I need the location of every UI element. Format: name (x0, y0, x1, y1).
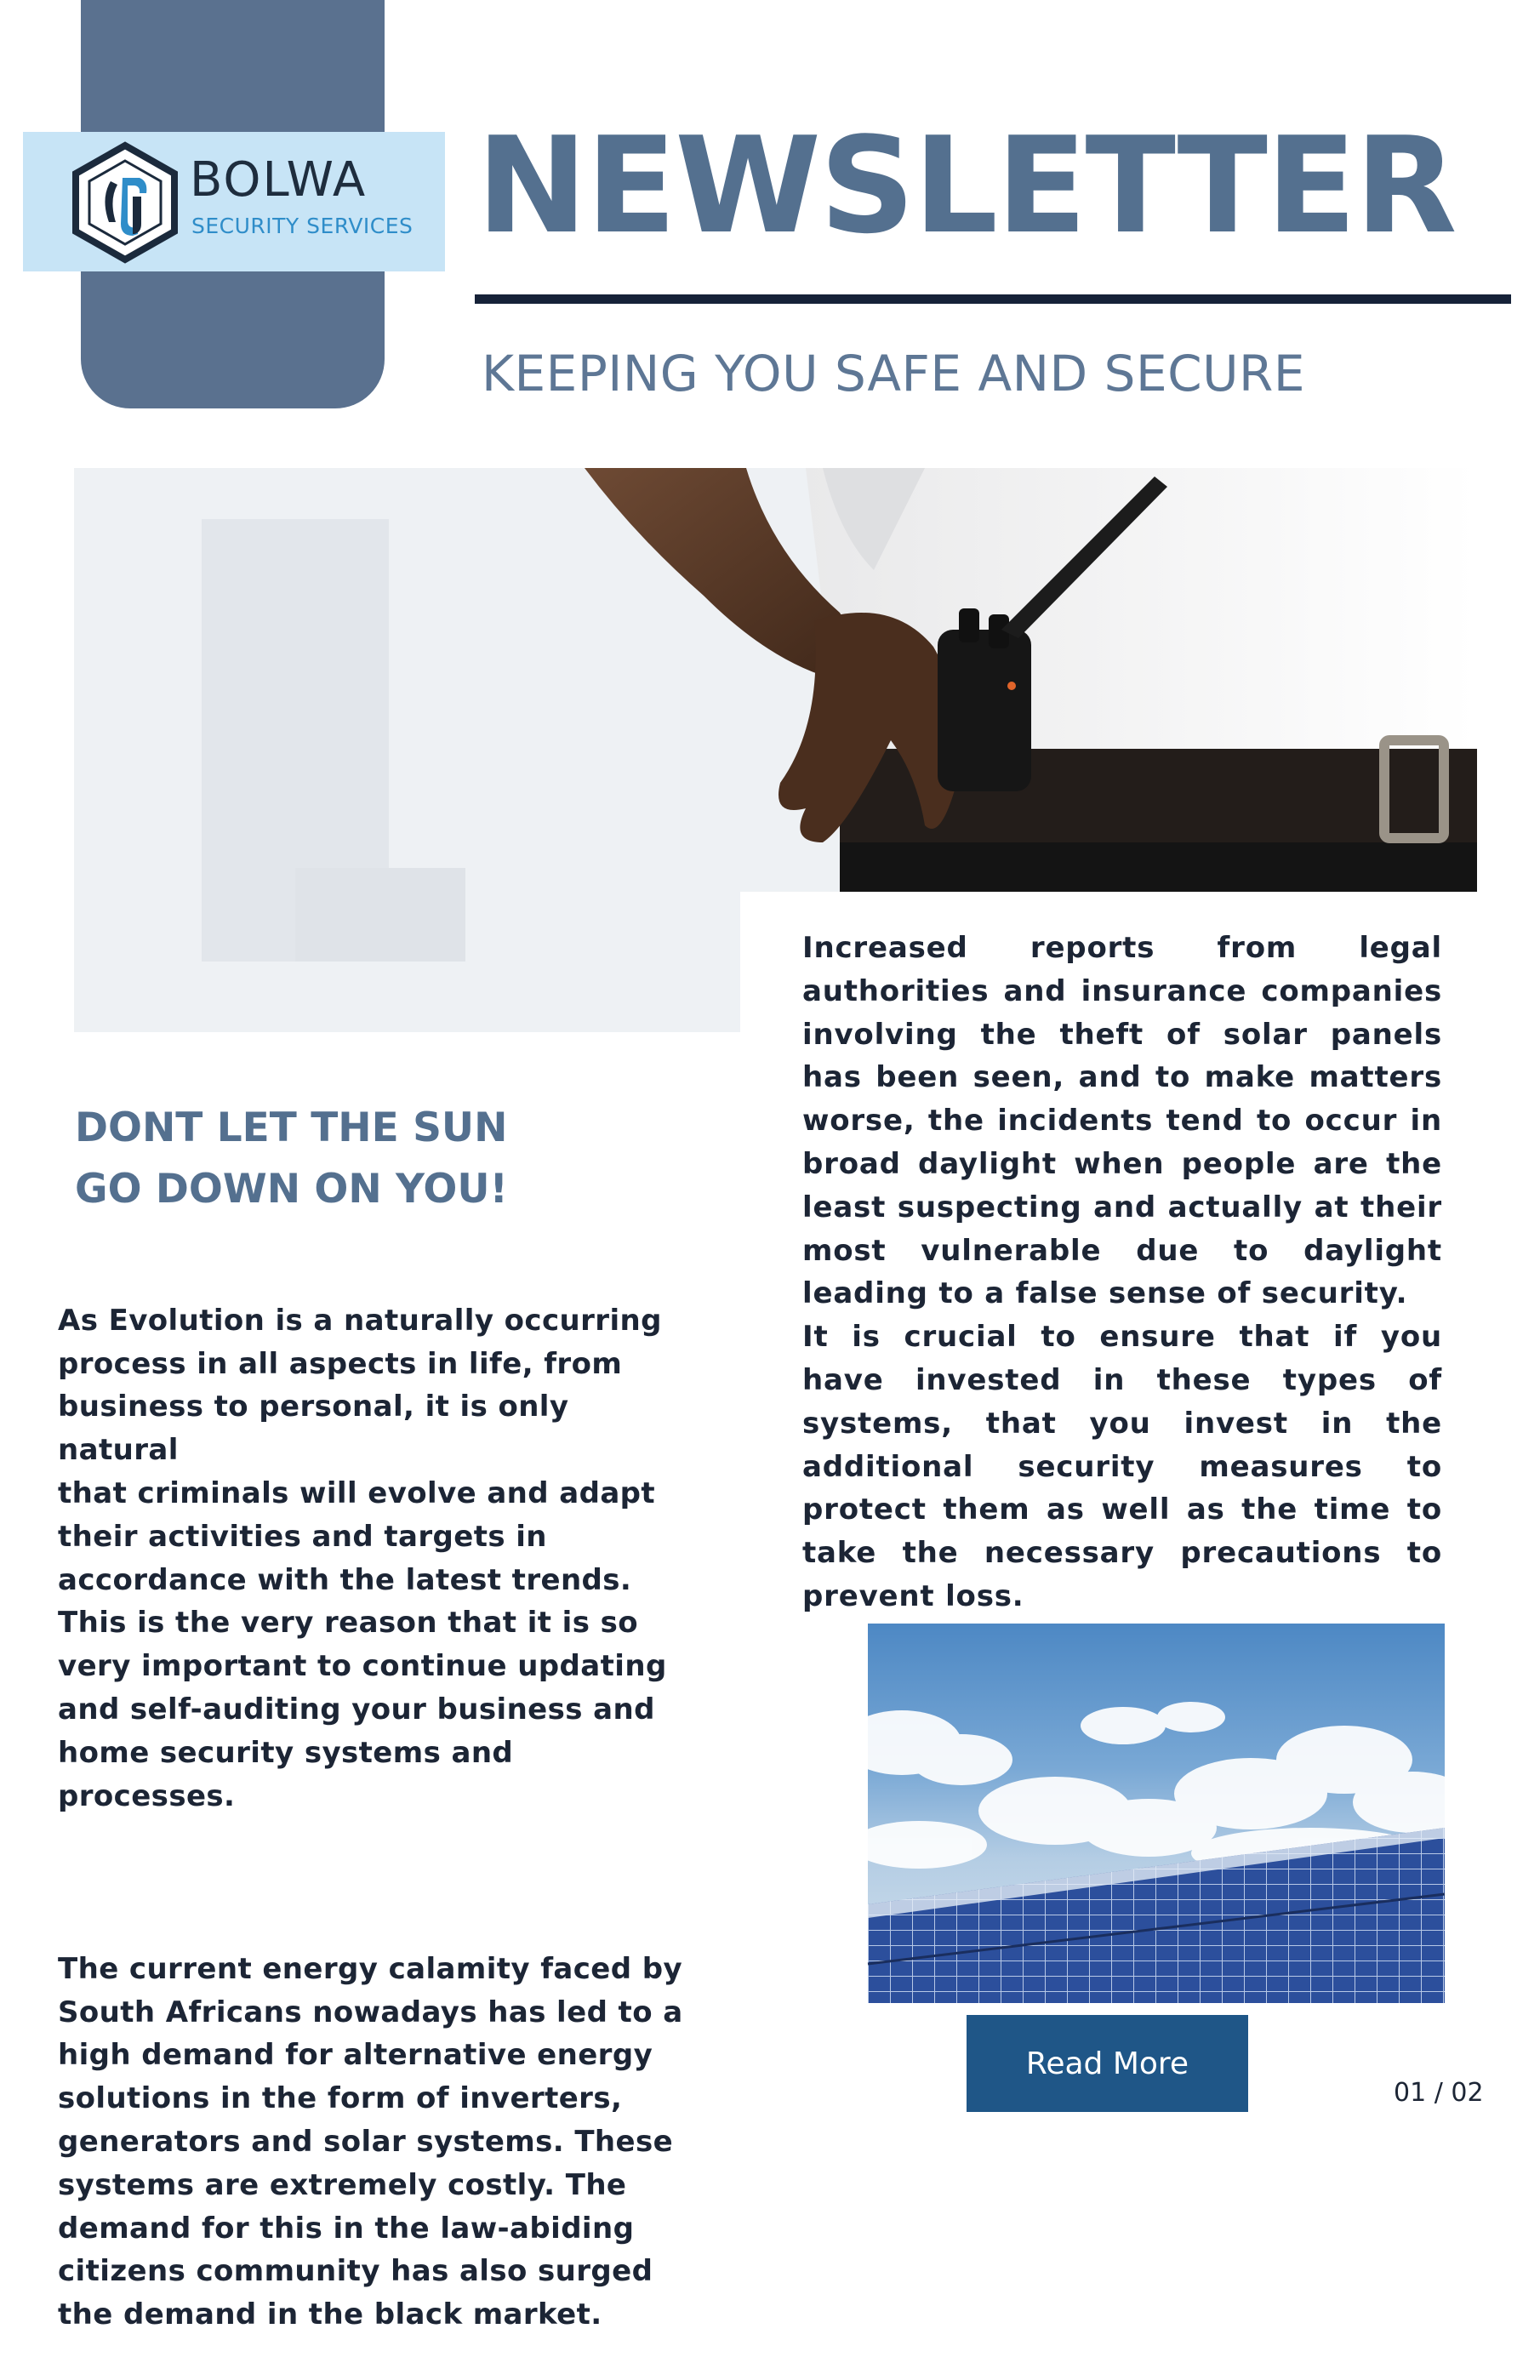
article-paragraph-4: It is crucial to ensure that if you have invested in these types of systems, that you invest in the additional security measures to protect them as well as the time to take the necessary precautions to prevent loss. (802, 1320, 1442, 1613)
headline-line-1: DONT LET THE SUN (75, 1104, 508, 1151)
article-headline (75, 1098, 653, 1220)
headline-line-2: GO DOWN ON YOU! (75, 1166, 508, 1213)
read-more-button[interactable]: Read More (967, 2015, 1248, 2112)
article-paragraph-3: Increased reports from legal authorities and insurance companies involving the theft of solar panels has been seen, and to make matters worse, the incidents tend to occur in broad daylight when people are the least suspecting and actually at their most vulnerable due to daylight leading to a false sense of security. (802, 931, 1442, 1311)
solar-panels-icon (868, 1624, 1445, 2003)
title-divider (475, 294, 1511, 304)
brand-name: BOLWA (190, 152, 368, 208)
page-subtitle: KEEPING YOU SAFE AND SECURE (482, 345, 1306, 402)
solar-panels-image (868, 1624, 1445, 2003)
page-indicator: 01 / 02 (1394, 2078, 1484, 2108)
article-paragraph-2: The current energy calamity faced by South Africans nowadays has led to a high demand for alternative energy solutions in the form of inverters, generators and solar systems. These systems are extremely costly. The demand for this in the law-abiding citizens community has also surged the demand in the black market. (58, 1951, 683, 2332)
page-title: NEWSLETTER (476, 108, 1456, 263)
logo (23, 132, 445, 271)
article-left-column (58, 1256, 696, 2380)
brand-tagline: SECURITY SERVICES (191, 214, 414, 238)
shield-hexagon-icon (61, 139, 189, 266)
article-paragraph-1: As Evolution is a naturally occurring process in all aspects in life, from business to personal, it is only natural that criminals will evolve and adapt their activities and targets in accordance with the latest trends. This is the very reason that it is so very important to continue updating and self-auditing your business and home security systems and processes. (58, 1303, 667, 1813)
article-right-column (802, 927, 1442, 1618)
